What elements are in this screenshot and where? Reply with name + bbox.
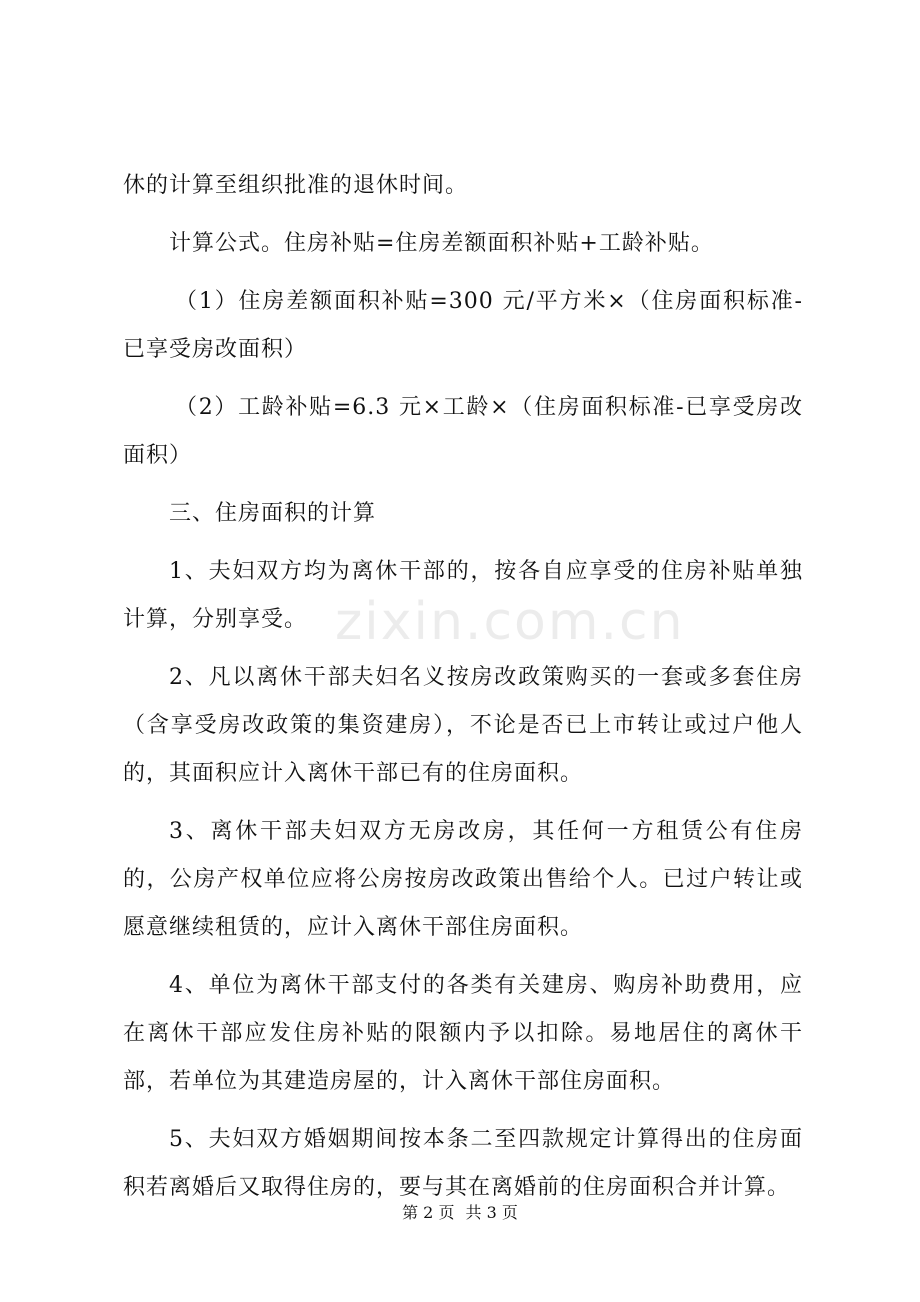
- section-heading: 三、住房面积的计算: [169, 501, 377, 526]
- page-total: 共 3 页: [465, 1203, 518, 1222]
- paragraph-formula-item-2: （2）工龄补贴=6.3 元×工龄×（住房面积标准-已享受房改面积）: [123, 395, 803, 468]
- paragraph-clause-1: 1、夫妇双方均为离休干部的，按各自应享受的住房补贴单独计算，分别享受。: [123, 559, 803, 632]
- paragraph-clause-4: 4、单位为离休干部支付的各类有关建房、购房补助费用，应在离休干部应发住房补贴的限额内予以扣除。易地居住的离休干部，若单位为其建造房屋的，计入离休干部住房面积。: [123, 973, 803, 1094]
- paragraph-formula-item-1: （1）住房差额面积补贴=300 元/平方米×（住房面积标准-已享受房改面积）: [123, 289, 803, 362]
- paragraph-continuation: 休的计算至组织批准的退休时间。: [123, 173, 469, 198]
- document-body: [123, 162, 803, 1222]
- paragraph-clause-5: 5、夫妇双方婚姻期间按本条二至四款规定计算得出的住房面积若离婚后又取得住房的，要与其在离婚前的住房面积合并计算。: [123, 1127, 803, 1200]
- page-number: 第 2 页: [402, 1203, 455, 1222]
- paragraph-clause-3: 3、离休干部夫妇双方无房改房，其任何一方租赁公有住房的，公房产权单位应将公房按房改政策出售给个人。已过户转让或愿意继续租赁的，应计入离休干部住房面积。: [123, 819, 803, 940]
- paragraph-formula: 计算公式。住房补贴=住房差额面积补贴+工龄补贴。: [169, 231, 714, 256]
- watermark: zixin.com.cn: [335, 592, 685, 652]
- page-footer: [0, 1200, 920, 1223]
- paragraph-clause-2: 2、凡以离休干部夫妇名义按房改政策购买的一套或多套住房（含享受房改政策的集资建房），不论是否已上市转让或过户他人的，其面积应计入离休干部已有的住房面积。: [123, 665, 803, 786]
